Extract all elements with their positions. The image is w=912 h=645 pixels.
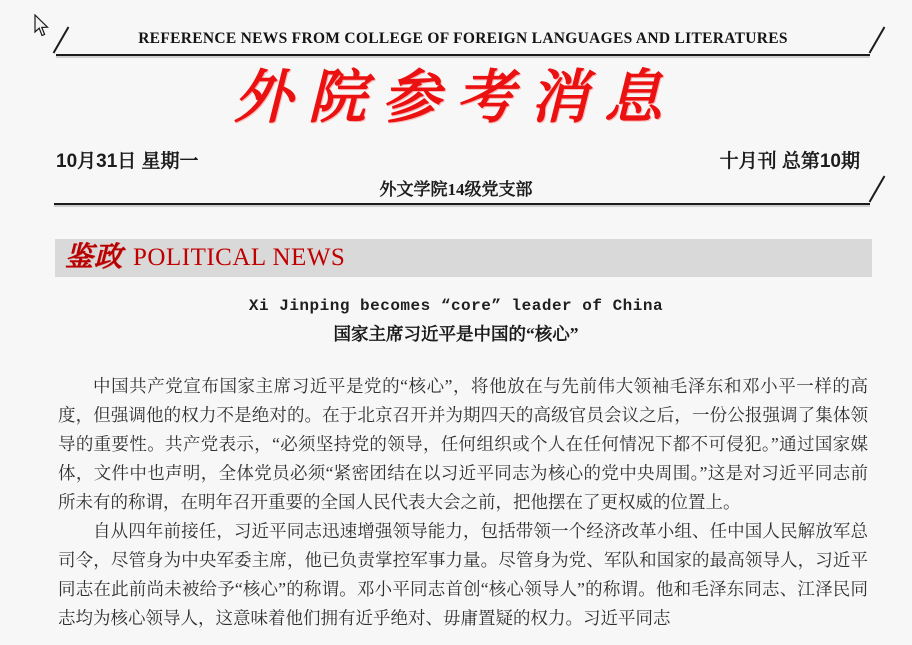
- article-body: [58, 372, 868, 633]
- publisher-org: 外文学院14级党支部: [379, 180, 533, 199]
- mouse-cursor-icon: [34, 14, 50, 38]
- masthead-banner-text: REFERENCE NEWS FROM COLLEGE OF FOREIGN LANGUAGES AND LITERATURES: [138, 30, 788, 47]
- newsletter-title: 外院参考消息: [233, 65, 678, 130]
- article: [0, 297, 912, 633]
- masthead-top-banner: [56, 30, 870, 56]
- article-headline-chinese: 国家主席习近平是中国的“核心”: [333, 324, 579, 344]
- section-tag-english: POLITICAL NEWS: [133, 244, 346, 271]
- masthead-bottom-rule-wrap: [54, 203, 870, 205]
- article-headline-english: Xi Jinping becomes “core” leader of China: [248, 297, 664, 315]
- masthead-bottom-rule: [54, 203, 870, 205]
- top-rule-right-slash: [869, 27, 886, 54]
- top-rule: [56, 54, 870, 56]
- issue-number: 十月刊 总第10期: [719, 151, 860, 172]
- dateline: [56, 146, 860, 173]
- issue-date: 10月31日 星期一: [56, 151, 199, 172]
- article-paragraph-1: 中国共产党宣布国家主席习近平是党的“核心”，将他放在与先前伟大领袖毛泽东和邓小平一样的高度，但强调他的权力不是绝对的。在于北京召开并为期四天的高级官员会议之后，一份公报强调了集体领导的重要性。共产党表示，“必须坚持党的领导，任何组织或个人在任何情况下都不可侵犯。”通过国家媒体，文件中也声明，全体党员必须“紧密团结在以习近平同志为核心的党中央周围。”这是对习近平同志前所未有的称谓，在明年召开重要的全国人民代表大会之前，把他摆在了更权威的位置上。: [58, 376, 868, 512]
- article-paragraph-2: 自从四年前接任，习近平同志迅速增强领导能力，包括带领一个经济改革小组、任中国人民解放军总司令，尽管身为中央军委主席，他已负责掌控军事力量。尽管身为党、军队和国家的最高领导人，习近平同志在此前尚未被给予“核心”的称谓。邓小平同志首创“核心领导人”的称谓。他和毛泽东同志、江泽民同志均为核心领导人，这意味着他们拥有近乎绝对、毋庸置疑的权力。习近平同志: [58, 521, 868, 628]
- section-banner: [55, 239, 872, 277]
- section-tag-chinese: 鉴政: [65, 242, 124, 273]
- masthead: [0, 0, 912, 205]
